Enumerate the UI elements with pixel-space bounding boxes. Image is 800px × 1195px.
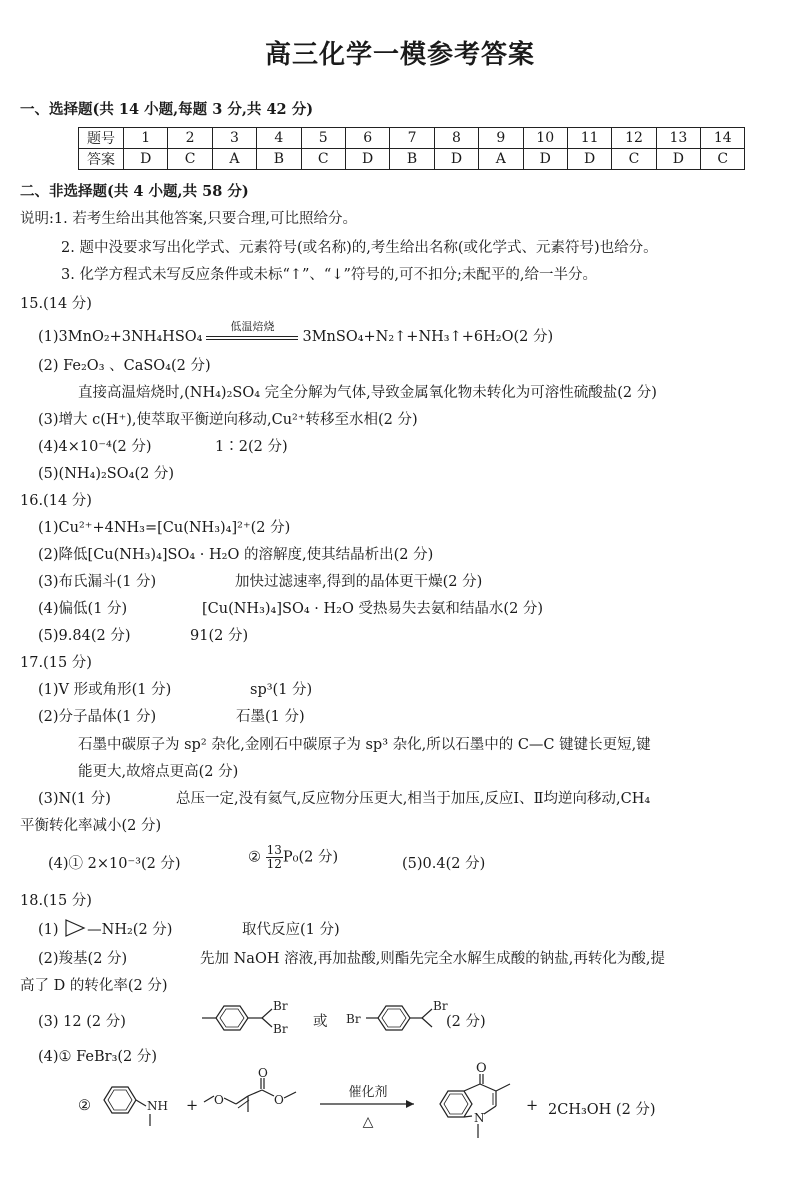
table-cell: 5	[301, 128, 345, 149]
q17-part1a: (1)V 形或角形(1 分)	[38, 682, 172, 698]
oxygen-label: O	[214, 1093, 224, 1107]
q15-part3: (3)增大 c(H⁺),使萃取平衡逆向移动,Cu²⁺转移至水相(2 分)	[38, 412, 418, 428]
q15-part2-explanation: 直接高温焙烧时,(NH₄)₂SO₄ 完全分解为气体,导致金属氧化物未转化为可溶性硫酸盐(2 分)	[78, 385, 657, 401]
nitrogen-label: N	[474, 1111, 485, 1125]
q17-part1b: sp³(1 分)	[250, 682, 313, 698]
q18-part2c: 高了 D 的转化率(2 分)	[20, 978, 168, 994]
answer-table-answer-row	[79, 149, 745, 170]
or-text: 或	[313, 1014, 328, 1030]
reaction-arrow	[318, 1082, 418, 1136]
nh-label: NH	[147, 1099, 168, 1113]
table-cell: C	[301, 149, 345, 170]
table-cell: 8	[434, 128, 478, 149]
q17-part4b-tail: P₀(2 分)	[282, 849, 339, 866]
bromine-label: Br	[273, 999, 288, 1013]
answer-table	[78, 127, 745, 170]
section2-heading: 二、非选择题(共 4 小题,共 58 分)	[20, 183, 249, 200]
q18-heading: 18.(15 分)	[20, 893, 92, 909]
fraction-denominator: 12	[266, 857, 282, 871]
q17-part3a: (3)N(1 分)	[38, 791, 111, 807]
q15-heading: 15.(14 分)	[20, 296, 92, 312]
answer-table-label-a: 答案	[79, 149, 124, 170]
q16-part1: (1)Cu²⁺+4NH₃=[Cu(NH₃)₄]²⁺(2 分)	[38, 520, 291, 536]
q17-part4a: (4)① 2×10⁻³(2 分)	[48, 856, 181, 872]
q18-part3-label: (3) 12 (2 分)	[38, 1014, 126, 1030]
heat-symbol: △	[362, 1114, 374, 1130]
q15-part4a: (4)4×10⁻⁴(2 分)	[38, 439, 152, 455]
table-cell: 14	[701, 128, 745, 149]
table-cell: 2	[168, 128, 212, 149]
q18-part3-score: (2 分)	[446, 1014, 486, 1030]
q18-part4a: (4)① FeBr₃(2 分)	[38, 1049, 158, 1065]
table-cell: 12	[612, 128, 656, 149]
table-cell: D	[124, 149, 168, 170]
q17-heading: 17.(15 分)	[20, 655, 92, 671]
q17-part2-explanation-1: 石墨中碳原子为 sp² 杂化,金刚石中碳原子为 sp³ 杂化,所以石墨中的 C—C 键键长更短,键	[78, 737, 651, 753]
q17-part2b: 石墨(1 分)	[236, 709, 305, 725]
oxygen-label: O	[258, 1066, 268, 1080]
table-cell: D	[434, 149, 478, 170]
table-cell: C	[612, 149, 656, 170]
table-cell: D	[567, 149, 611, 170]
q18-part2b: 先加 NaOH 溶液,再加盐酸,则酯先完全水解生成酸的钠盐,再转化为酸,提	[200, 951, 666, 967]
bromine-label: Br	[346, 1012, 361, 1026]
dibromo-structure-1	[198, 998, 320, 1038]
note-3: 3. 化学方程式未写反应条件或未标“↑”、“↓”符号的,可不扣分;未配平的,给一半分。	[61, 267, 597, 283]
table-cell: C	[701, 149, 745, 170]
section1-heading: 一、选择题(共 14 小题,每题 3 分,共 42 分)	[20, 101, 314, 118]
table-cell: A	[479, 149, 523, 170]
q16-part3a: (3)布氏漏斗(1 分)	[38, 574, 157, 590]
q15-products: 3MnSO₄+N₂↑+NH₃↑+6H₂O(2 分)	[302, 329, 554, 345]
q18-part1-label: (1)	[38, 922, 59, 938]
answer-table-number-row	[79, 128, 745, 149]
reaction-arrow	[206, 320, 298, 345]
fraction-numerator: 13	[266, 843, 282, 857]
bromine-label: Br	[273, 1022, 288, 1036]
n-methylaniline-structure	[98, 1072, 168, 1132]
q15-part1-label: (1)	[38, 329, 59, 345]
q15-part5: (5)(NH₄)₂SO₄(2 分)	[38, 466, 175, 482]
plus-sign: +	[526, 1098, 539, 1114]
table-cell: 1	[124, 128, 168, 149]
table-cell: C	[168, 149, 212, 170]
q16-heading: 16.(14 分)	[20, 493, 92, 509]
q17-part2a: (2)分子晶体(1 分)	[38, 709, 157, 725]
catalyst-label: 催化剂	[348, 1085, 388, 1100]
plus-sign: +	[186, 1098, 199, 1114]
quinolone-structure	[430, 1060, 520, 1144]
cyclopropyl-structure	[64, 919, 86, 937]
table-cell: 7	[390, 128, 434, 149]
q16-part4b: [Cu(NH₃)₄]SO₄ · H₂O 受热易失去氨和结晶水(2 分)	[202, 601, 544, 617]
table-cell: 13	[656, 128, 700, 149]
table-cell: 6	[345, 128, 389, 149]
table-cell: 3	[212, 128, 256, 149]
q15-reactants: 3MnO₂+3NH₄HSO₄	[58, 329, 203, 345]
answer-table-label-q: 题号	[79, 128, 124, 149]
q16-part4a: (4)偏低(1 分)	[38, 601, 128, 617]
fraction	[266, 844, 283, 871]
circled-2: ②	[78, 1098, 91, 1114]
q17-part3b: 总压一定,没有氦气,反应物分压更大,相当于加压,反应Ⅰ、Ⅱ均逆向移动,CH₄	[176, 791, 651, 807]
bromine-label: Br	[433, 999, 448, 1013]
note-2: 2. 题中没要求写出化学式、元素符号(或名称)的,考生给出名称(或化学式、元素符号)也给分。	[61, 240, 658, 256]
table-cell: B	[257, 149, 301, 170]
q15-part4b: 1∶2(2 分)	[215, 439, 288, 455]
table-cell: D	[345, 149, 389, 170]
note-1: 说明:1. 若考生给出其他答案,只要合理,可比照给分。	[20, 211, 358, 227]
table-cell: 11	[567, 128, 611, 149]
q18-part1	[38, 918, 172, 939]
q18-part2a: (2)羧基(2 分)	[38, 951, 128, 967]
table-cell: A	[212, 149, 256, 170]
q16-part5b: 91(2 分)	[190, 628, 249, 644]
q17-part5: (5)0.4(2 分)	[402, 856, 486, 872]
q16-part3b: 加快过滤速率,得到的晶体更干燥(2 分)	[235, 574, 483, 590]
page-title: 高三化学一模参考答案	[264, 40, 535, 70]
q16-part5a: (5)9.84(2 分)	[38, 628, 131, 644]
table-cell: D	[656, 149, 700, 170]
amino-group-label: —NH₂(2 分)	[87, 922, 173, 938]
q17-part4b	[248, 844, 338, 871]
q15-part2: (2) Fe₂O₃ 、CaSO₄(2 分)	[38, 358, 211, 374]
q16-part2: (2)降低[Cu(NH₃)₄]SO₄ · H₂O 的溶解度,使其结晶析出(2 分)	[38, 547, 434, 563]
oxygen-label: O	[476, 1061, 487, 1076]
enol-ester-structure	[202, 1064, 312, 1124]
q18-part4b-product: 2CH₃OH (2 分)	[548, 1102, 656, 1118]
table-cell: 10	[523, 128, 567, 149]
q18-part1b: 取代反应(1 分)	[242, 922, 340, 938]
q17-part2-explanation-2: 能更大,故熔点更高(2 分)	[78, 764, 239, 780]
q15-equation	[38, 320, 554, 346]
table-cell: B	[390, 149, 434, 170]
table-cell: 4	[257, 128, 301, 149]
oxygen-label: O	[274, 1093, 284, 1107]
reaction-condition: 低温焙烧	[230, 320, 275, 333]
q17-part3c: 平衡转化率减小(2 分)	[20, 818, 162, 834]
table-cell: 9	[479, 128, 523, 149]
circled-2: ②	[248, 849, 261, 866]
table-cell: D	[523, 149, 567, 170]
